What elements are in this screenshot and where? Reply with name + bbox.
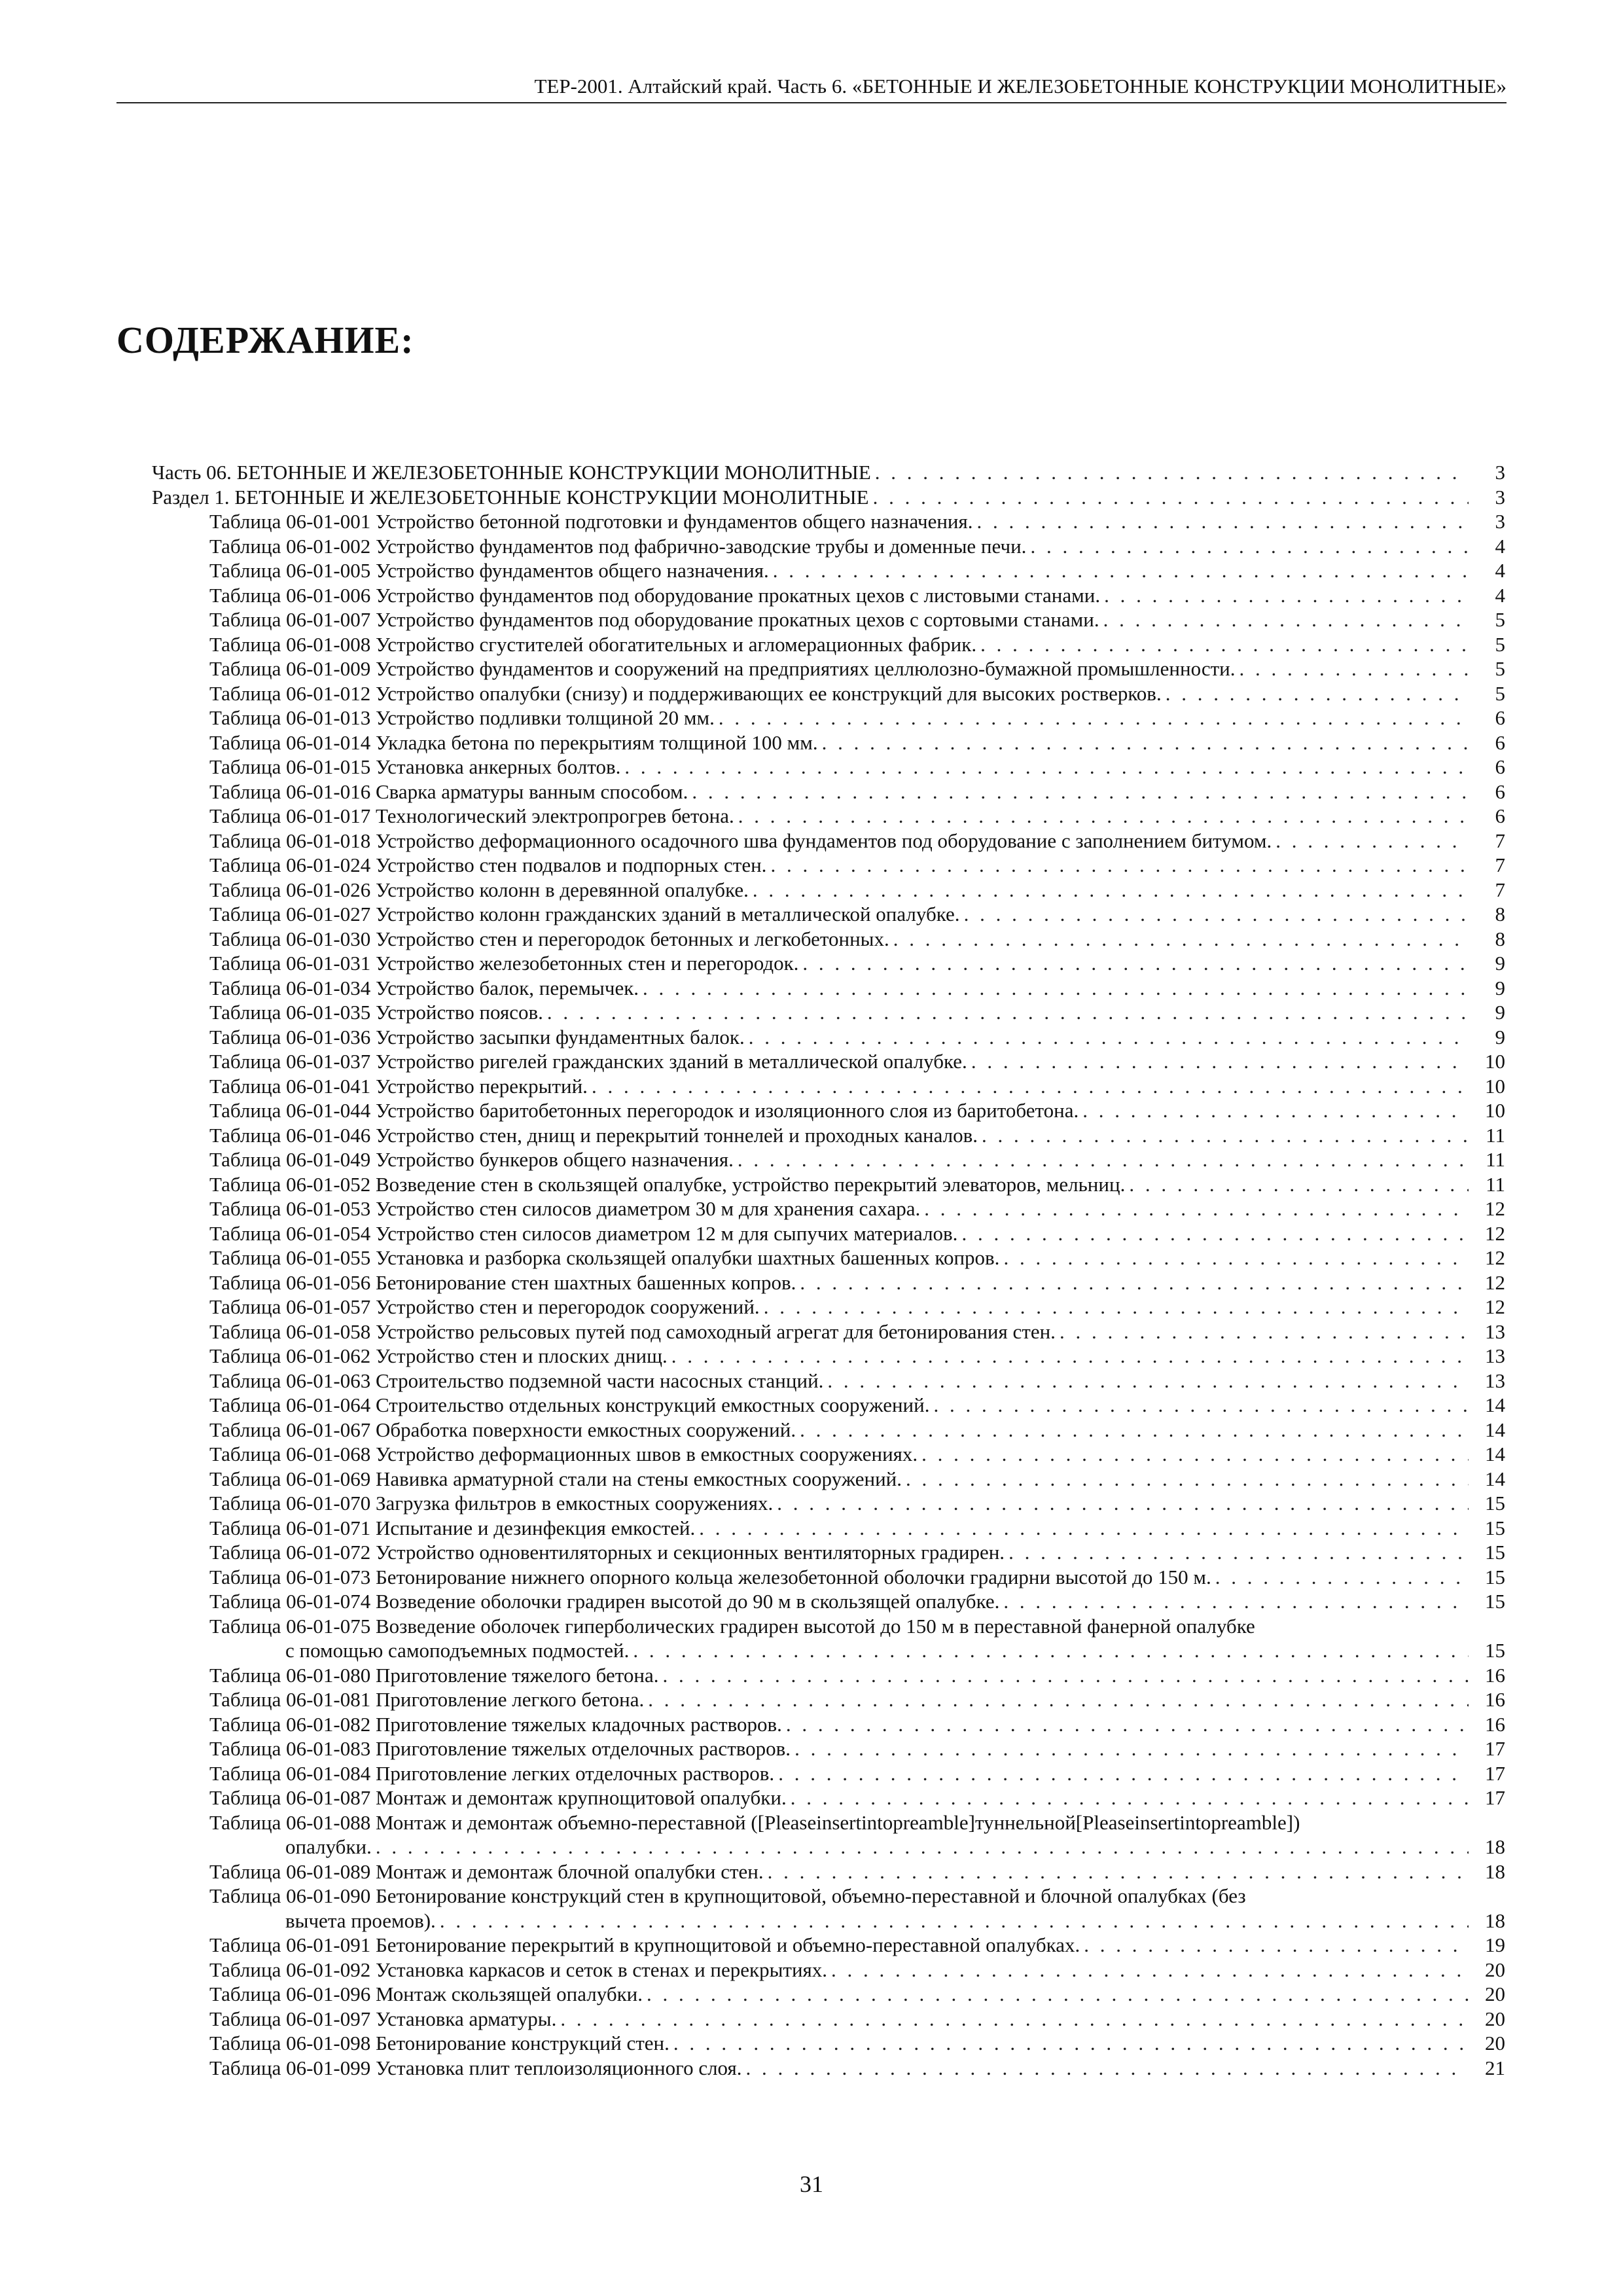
toc-page-number: 15 (1485, 1541, 1505, 1564)
toc-page-number: 9 (1495, 952, 1505, 975)
toc-entry[interactable] (152, 1467, 1505, 1492)
toc-entry-text: Таблица 06-01-054 Устройство стен силосов диаметром 12 м для сыпучих материалов. (209, 1221, 958, 1245)
toc-entry[interactable] (152, 1221, 1505, 1246)
page-title: СОДЕРЖАНИЕ: (116, 319, 414, 361)
toc-entry[interactable] (152, 1884, 1505, 1933)
toc-entry[interactable] (152, 1614, 1505, 1663)
toc-entry[interactable] (152, 1491, 1505, 1516)
toc-entry-text: вычета проемов). (285, 1909, 436, 1932)
toc-page-number: 13 (1485, 1319, 1505, 1343)
toc-entry-text: Таблица 06-01-052 Возведение стен в скользящей опалубке, устройство перекрытий элеваторов, мельниц. (209, 1172, 1126, 1196)
toc-entry[interactable] (152, 706, 1505, 730)
toc-entry[interactable] (152, 460, 1505, 485)
toc-entry[interactable] (152, 1933, 1505, 1958)
toc-entry-text: Таблица 06-01-016 Сварка арматуры ванным способом. (209, 780, 688, 803)
dot-leader (893, 927, 1469, 952)
toc-entry[interactable] (152, 681, 1505, 706)
toc-page-number: 18 (1485, 1859, 1505, 1883)
toc-page-number: 9 (1495, 976, 1505, 999)
toc-entry[interactable] (152, 730, 1505, 755)
toc-page-number: 12 (1485, 1295, 1505, 1318)
dot-leader (738, 804, 1469, 829)
toc-entry-text: Таблица 06-01-073 Бетонирование нижнего опорного кольца железобетонной оболочки градирни высотой до 150 м. (209, 1565, 1211, 1588)
dot-leader (778, 1761, 1469, 1786)
toc-entry-text: Таблица 06-01-075 Возведение оболочек гиперболических градирен высотой до 150 м в переставной фанерной опалубке (209, 1614, 1255, 1638)
toc-entry-text: Таблица 06-01-056 Бетонирование стен шахтных башенных копров. (209, 1270, 796, 1294)
toc-page-number: 3 (1495, 461, 1505, 484)
toc-entry[interactable] (152, 1736, 1505, 1761)
dot-leader (1275, 829, 1469, 853)
toc-entry-text: Таблица 06-01-013 Устройство подливки толщиной 20 мм. (209, 706, 715, 729)
toc-entry[interactable] (152, 878, 1505, 903)
toc-entry-text: Таблица 06-01-012 Устройство опалубки (снизу) и поддерживающих ее конструкций для высоких ростверков. (209, 681, 1162, 705)
dot-leader (376, 1835, 1469, 1859)
toc-entry[interactable] (152, 1589, 1505, 1614)
dot-leader (1129, 1172, 1469, 1197)
toc-entry[interactable] (152, 2056, 1505, 2081)
toc-entry[interactable] (152, 1785, 1505, 1810)
toc-page-number: 13 (1485, 1369, 1505, 1392)
dot-leader (560, 2007, 1469, 2032)
toc-entry-text: Таблица 06-01-024 Устройство стен подвалов и подпорных стен. (209, 853, 767, 876)
dot-leader (753, 878, 1469, 903)
toc-entry-text: Таблица 06-01-089 Монтаж и демонтаж блочной опалубки стен. (209, 1859, 764, 1883)
dot-leader (822, 730, 1469, 755)
dot-leader (1060, 1319, 1469, 1344)
toc-entry[interactable] (152, 1196, 1505, 1221)
toc-page-number: 7 (1495, 829, 1505, 852)
toc-entry-text: Таблица 06-01-006 Устройство фундаментов под оборудование прокатных цехов с листовыми станами. (209, 583, 1101, 607)
dot-leader (624, 755, 1469, 780)
dot-leader (1003, 1589, 1469, 1614)
toc-entry[interactable] (152, 1369, 1505, 1393)
toc-page-number: 14 (1485, 1393, 1505, 1416)
toc-entry-text: Таблица 06-01-083 Приготовление тяжелых отделочных растворов. (209, 1737, 791, 1760)
toc-entry-text: Таблица 06-01-070 Загрузка фильтров в емкостных сооружениях. (209, 1492, 774, 1515)
toc-entry-text: Таблица 06-01-055 Установка и разборка скользящей опалубки шахтных башенных копров. (209, 1246, 1000, 1269)
toc-entry-text: Таблица 06-01-067 Обработка поверхности емкостных сооружений. (209, 1418, 796, 1441)
dot-leader (440, 1909, 1469, 1933)
toc-entry[interactable] (152, 485, 1505, 510)
toc-entry[interactable] (152, 902, 1505, 927)
toc-entry-text: Таблица 06-01-046 Устройство стен, днищ и перекрытий тоннелей и проходных каналов. (209, 1123, 978, 1147)
running-header (116, 73, 1507, 103)
toc-entry[interactable] (152, 632, 1505, 657)
toc-page-number: 4 (1495, 583, 1505, 607)
toc-page-number: 4 (1495, 559, 1505, 582)
toc-entry[interactable] (152, 2007, 1505, 2032)
toc-entry-text: Таблица 06-01-087 Монтаж и демонтаж крупнощитовой опалубки. (209, 1786, 787, 1809)
toc-entry-text: Таблица 06-01-057 Устройство стен и перегородок сооружений. (209, 1295, 760, 1318)
dot-leader (786, 1712, 1469, 1737)
toc-page-number: 7 (1495, 878, 1505, 901)
toc-entry-text: Таблица 06-01-007 Устройство фундаментов под оборудование прокатных цехов с сортовыми станами. (209, 608, 1099, 631)
dot-leader (802, 951, 1469, 976)
toc-entry-text: Таблица 06-01-008 Устройство сгустителей обогатительных и агломерационных фабрик. (209, 632, 977, 656)
dot-leader (777, 1491, 1469, 1516)
dot-leader (1166, 681, 1469, 706)
toc-entry-text: Таблица 06-01-049 Устройство бункеров общего назначения. (209, 1148, 734, 1171)
dot-leader (773, 558, 1469, 583)
toc-page-number: 15 (1485, 1590, 1505, 1613)
toc-page-number: 13 (1485, 1344, 1505, 1367)
toc-entry[interactable] (152, 1442, 1505, 1467)
toc-entry[interactable] (152, 1246, 1505, 1270)
toc-entry-text: Таблица 06-01-015 Установка анкерных болтов. (209, 755, 621, 778)
dot-leader (906, 1467, 1469, 1492)
dot-leader (921, 1442, 1469, 1467)
dot-leader (933, 1393, 1469, 1418)
dot-leader (924, 1196, 1469, 1221)
toc-entry[interactable] (152, 1687, 1505, 1712)
toc-entry[interactable] (152, 1049, 1505, 1074)
toc-entry-text: Таблица 06-01-068 Устройство деформационных швов в емкостных сооружениях. (209, 1443, 918, 1465)
toc-page-number: 5 (1495, 608, 1505, 631)
toc-entry-text: Таблица 06-01-099 Установка плит теплоизоляционного слоя. (209, 2056, 742, 2079)
toc-page-number: 4 (1495, 534, 1505, 558)
toc-page-number: 8 (1495, 903, 1505, 925)
toc-entry[interactable] (152, 558, 1505, 583)
dot-leader (1030, 534, 1469, 559)
toc-entry-text: Таблица 06-01-064 Строительство отдельных конструкций емкостных сооружений. (209, 1393, 930, 1416)
toc-page-number: 17 (1485, 1761, 1505, 1785)
toc-entry-text: Таблица 06-01-058 Устройство рельсовых путей под самоходный агрегат для бетонирования стен. (209, 1319, 1056, 1343)
toc-entry[interactable] (152, 1270, 1505, 1295)
toc-entry[interactable] (152, 1516, 1505, 1541)
dot-leader (745, 2056, 1469, 2081)
toc-entry-text: Таблица 06-01-098 Бетонирование конструкций стен. (209, 2032, 669, 2054)
toc-entry-text: Таблица 06-01-088 Монтаж и демонтаж объемно-переставной ([Pleaseinsertintopreamble]туннельной[Pleaseinsertintopreamble]) (209, 1810, 1300, 1834)
toc-page-number: 15 (1485, 1639, 1505, 1662)
dot-leader (800, 1270, 1469, 1295)
toc-entry[interactable] (152, 1859, 1505, 1884)
toc-entry[interactable] (152, 755, 1505, 780)
toc-page-number: 20 (1485, 1958, 1505, 1981)
toc-entry[interactable] (152, 951, 1505, 976)
toc-page-number: 6 (1495, 755, 1505, 778)
toc-page-number: 17 (1485, 1786, 1505, 1809)
toc-page-number: 11 (1486, 1148, 1505, 1171)
dot-leader (873, 485, 1469, 510)
toc-entry[interactable] (152, 1025, 1505, 1050)
dot-leader (977, 509, 1469, 534)
toc-entry[interactable] (152, 1000, 1505, 1025)
dot-leader (738, 1147, 1469, 1172)
toc-entry-text: Таблица 06-01-072 Устройство одновентиляторных и секционных вентиляторных градирен. (209, 1541, 1005, 1564)
toc-entry-text: Таблица 06-01-074 Возведение оболочки градирен высотой до 90 м в скользящей опалубке. (209, 1590, 1000, 1613)
toc-page-number: 6 (1495, 804, 1505, 827)
toc-entry-text: с помощью самоподъемных подмостей. (285, 1639, 630, 1662)
toc-entry-text: Таблица 06-01-018 Устройство деформационного осадочного шва фундаментов под оборудование с заполнением битумом. (209, 829, 1272, 852)
dot-leader (1104, 583, 1469, 608)
toc-entry[interactable] (152, 1810, 1505, 1859)
toc-entry-text: Таблица 06-01-084 Приготовление легких отделочных растворов. (209, 1761, 775, 1785)
toc-page-number: 9 (1495, 1025, 1505, 1049)
dot-leader (1008, 1540, 1469, 1565)
toc-entry[interactable] (152, 976, 1505, 1001)
toc-entry-text: Таблица 06-01-035 Устройство поясов. (209, 1001, 543, 1024)
toc-page-number: 12 (1485, 1197, 1505, 1220)
dot-leader (800, 1418, 1469, 1443)
toc-entry-text: Таблица 06-01-037 Устройство ригелей гражданских зданий в металлической опалубке. (209, 1050, 967, 1073)
toc-entry[interactable] (152, 1761, 1505, 1786)
toc-entry[interactable] (152, 1123, 1505, 1148)
toc-entry[interactable] (152, 1565, 1505, 1590)
toc-entry-text: Таблица 06-01-030 Устройство стен и перегородок бетонных и легкобетонных. (209, 927, 889, 950)
dot-leader (633, 1638, 1469, 1663)
dot-leader (1084, 1933, 1469, 1958)
toc-entry-text: Таблица 06-01-026 Устройство колонн в деревянной опалубке. (209, 878, 749, 901)
toc-entry[interactable] (152, 1393, 1505, 1418)
toc-entry-text: Таблица 06-01-081 Приготовление легкого бетона. (209, 1688, 645, 1711)
toc-entry[interactable] (152, 1147, 1505, 1172)
toc-entry-text: Таблица 06-01-090 Бетонирование конструкций стен в крупнощитовой, объемно-переставной и блочной опалубках (без (209, 1884, 1246, 1907)
toc-page-number: 6 (1495, 730, 1505, 754)
toc-entry[interactable] (152, 1344, 1505, 1369)
toc-page-number: 15 (1485, 1492, 1505, 1515)
dot-leader (547, 1000, 1469, 1025)
dot-leader (980, 632, 1469, 657)
toc-page-number: 15 (1485, 1516, 1505, 1539)
toc-page-number: 16 (1485, 1663, 1505, 1687)
toc-entry-text: Таблица 06-01-092 Установка каркасов и сеток в стенах и перекрытиях. (209, 1958, 828, 1981)
toc-entry-text: Таблица 06-01-014 Укладка бетона по перекрытиям толщиной 100 мм. (209, 730, 818, 754)
toc-entry[interactable] (152, 583, 1505, 608)
toc-page-number: 10 (1485, 1074, 1505, 1098)
toc-page-number: 12 (1485, 1270, 1505, 1294)
dot-leader (719, 706, 1469, 730)
toc-entry-text: Таблица 06-01-002 Устройство фундаментов под фабрично-заводские трубы и доменные печи. (209, 534, 1027, 558)
dot-leader (671, 1344, 1469, 1369)
dot-leader (827, 1369, 1469, 1393)
toc-page-number: 5 (1495, 681, 1505, 705)
dot-leader (662, 1663, 1469, 1688)
dot-leader (1082, 1098, 1469, 1123)
toc-page-number: 15 (1485, 1565, 1505, 1588)
toc-page-number: 6 (1495, 706, 1505, 729)
toc-page-number: 16 (1485, 1712, 1505, 1736)
toc-entry-text: Таблица 06-01-097 Установка арматуры. (209, 2007, 557, 2030)
toc-entry[interactable] (152, 1098, 1505, 1123)
toc-entry[interactable] (152, 780, 1505, 804)
dot-leader (592, 1074, 1469, 1099)
toc-page-number: 17 (1485, 1737, 1505, 1760)
dot-leader (1240, 656, 1469, 681)
toc-page-number: 11 (1486, 1172, 1505, 1196)
toc-entry-text: Таблица 06-01-001 Устройство бетонной подготовки и фундаментов общего назначения. (209, 510, 973, 533)
toc-page-number: 12 (1485, 1221, 1505, 1245)
toc-entry[interactable] (152, 1295, 1505, 1319)
toc-entry-text: Таблица 06-01-005 Устройство фундаментов общего назначения. (209, 559, 769, 582)
toc-entry-text: Таблица 06-01-009 Устройство фундаментов и сооружений на предприятиях целлюлозно-бумажной промышленности. (209, 657, 1236, 680)
toc-entry[interactable] (152, 1712, 1505, 1737)
dot-leader (982, 1123, 1469, 1148)
toc-page-number: 21 (1485, 2056, 1505, 2079)
toc-page-number: 7 (1495, 853, 1505, 876)
toc-entry-text: Таблица 06-01-034 Устройство балок, перемычек. (209, 976, 639, 999)
toc-entry[interactable] (152, 1663, 1505, 1688)
toc-page-number: 5 (1495, 657, 1505, 680)
dot-leader (1103, 607, 1469, 632)
toc-page-number: 5 (1495, 632, 1505, 656)
toc-entry[interactable] (152, 607, 1505, 632)
toc-entry-text: опалубки. (285, 1835, 372, 1858)
dot-leader (643, 976, 1469, 1001)
dot-leader (794, 1736, 1469, 1761)
toc-entry-text: Таблица 06-01-080 Приготовление тяжелого бетона. (209, 1663, 659, 1687)
toc-page-number: 20 (1485, 2007, 1505, 2030)
running-header-text: ТЕР-2001. Алтайский край. Часть 6. «БЕТОННЫЕ И ЖЕЛЕЗОБЕТОННЫЕ КОНСТРУКЦИИ МОНОЛИТНЫЕ» (534, 75, 1507, 98)
toc-entry[interactable] (152, 509, 1505, 534)
toc-page-number: 9 (1495, 1001, 1505, 1024)
dot-leader (875, 460, 1469, 485)
dot-leader (692, 780, 1469, 804)
toc-page-number: 14 (1485, 1467, 1505, 1490)
toc-entry[interactable] (152, 1319, 1505, 1344)
toc-entry[interactable] (152, 656, 1505, 681)
toc-page-number: 16 (1485, 1688, 1505, 1711)
toc-entry[interactable] (152, 2031, 1505, 2056)
toc-entry-text: Таблица 06-01-071 Испытание и дезинфекция емкостей. (209, 1516, 696, 1539)
toc-entry-text: Таблица 06-01-027 Устройство колонн гражданских зданий в металлической опалубке. (209, 903, 960, 925)
toc-entry[interactable] (152, 927, 1505, 952)
toc-entry[interactable] (152, 1074, 1505, 1099)
dot-leader (749, 1025, 1469, 1050)
toc-entry-text: Часть 06. БЕТОННЫЕ И ЖЕЛЕЗОБЕТОННЫЕ КОНСТРУКЦИИ МОНОЛИТНЫЕ (152, 461, 871, 484)
dot-leader (764, 1295, 1469, 1319)
toc-entry-text: Таблица 06-01-044 Устройство баритобетонных перегородок и изоляционного слоя из баритобетона. (209, 1099, 1079, 1122)
toc-entry-text: Таблица 06-01-082 Приготовление тяжелых кладочных растворов. (209, 1712, 782, 1736)
toc-entry[interactable] (152, 1958, 1505, 1982)
toc-page-number: 11 (1486, 1123, 1505, 1147)
toc-entry[interactable] (152, 1540, 1505, 1565)
toc-page-number: 6 (1495, 780, 1505, 803)
toc-page-number: 10 (1485, 1050, 1505, 1073)
toc-entry-text: Таблица 06-01-063 Строительство подземной части насосных станций. (209, 1369, 824, 1392)
page-number: 31 (800, 2171, 823, 2197)
toc-entry[interactable] (152, 1172, 1505, 1197)
toc-page-number: 8 (1495, 927, 1505, 950)
dot-leader (699, 1516, 1469, 1541)
toc-page-number: 12 (1485, 1246, 1505, 1269)
toc-entry[interactable] (152, 853, 1505, 878)
toc-page-number: 3 (1495, 510, 1505, 533)
toc-entry-text: Раздел 1. БЕТОННЫЕ И ЖЕЛЕЗОБЕТОННЫЕ КОНСТРУКЦИИ МОНОЛИТНЫЕ (152, 485, 869, 509)
toc-page-number: 14 (1485, 1443, 1505, 1465)
toc-entry-text: Таблица 06-01-031 Устройство железобетонных стен и перегородок. (209, 952, 799, 975)
toc-entry[interactable] (152, 1982, 1505, 2007)
toc-page-number: 20 (1485, 1982, 1505, 2005)
toc-entry-text: Таблица 06-01-069 Навивка арматурной стали на стены емкостных сооружений. (209, 1467, 902, 1490)
toc-page-number: 18 (1485, 1909, 1505, 1932)
toc-entry-text: Таблица 06-01-062 Устройство стен и плоских днищ. (209, 1344, 668, 1367)
dot-leader (1215, 1565, 1469, 1590)
toc-entry-text: Таблица 06-01-096 Монтаж скользящей опалубки. (209, 1982, 643, 2005)
toc-page-number: 14 (1485, 1418, 1505, 1441)
toc-entry-text: Таблица 06-01-091 Бетонирование перекрытий в крупнощитовой и объемно-переставной опалубках. (209, 1933, 1080, 1956)
toc-entry-text: Таблица 06-01-053 Устройство стен силосов диаметром 30 м для хранения сахара. (209, 1197, 921, 1220)
dot-leader (768, 1859, 1469, 1884)
toc-page-number: 19 (1485, 1933, 1505, 1956)
dot-leader (971, 1049, 1469, 1074)
dot-leader (648, 1687, 1469, 1712)
dot-leader (964, 902, 1469, 927)
toc-entry[interactable] (152, 804, 1505, 829)
dot-leader (673, 2031, 1469, 2056)
toc-entry[interactable] (152, 534, 1505, 559)
toc-page-number: 10 (1485, 1099, 1505, 1122)
toc-entry[interactable] (152, 829, 1505, 853)
dot-leader (831, 1958, 1469, 1982)
dot-leader (647, 1982, 1469, 2007)
toc-entry-text: Таблица 06-01-036 Устройство засыпки фундаментных балок. (209, 1025, 745, 1049)
toc-entry-text: Таблица 06-01-017 Технологический электропрогрев бетона. (209, 804, 734, 827)
dot-leader (1003, 1246, 1469, 1270)
toc-page-number: 20 (1485, 2032, 1505, 2054)
toc-entry[interactable] (152, 1418, 1505, 1443)
toc-entry-text: Таблица 06-01-041 Устройство перекрытий. (209, 1074, 588, 1098)
dot-leader (791, 1785, 1469, 1810)
table-of-contents (152, 460, 1505, 2080)
toc-page-number: 18 (1485, 1835, 1505, 1858)
dot-leader (770, 853, 1469, 878)
toc-page-number: 3 (1495, 485, 1505, 509)
dot-leader (961, 1221, 1469, 1246)
